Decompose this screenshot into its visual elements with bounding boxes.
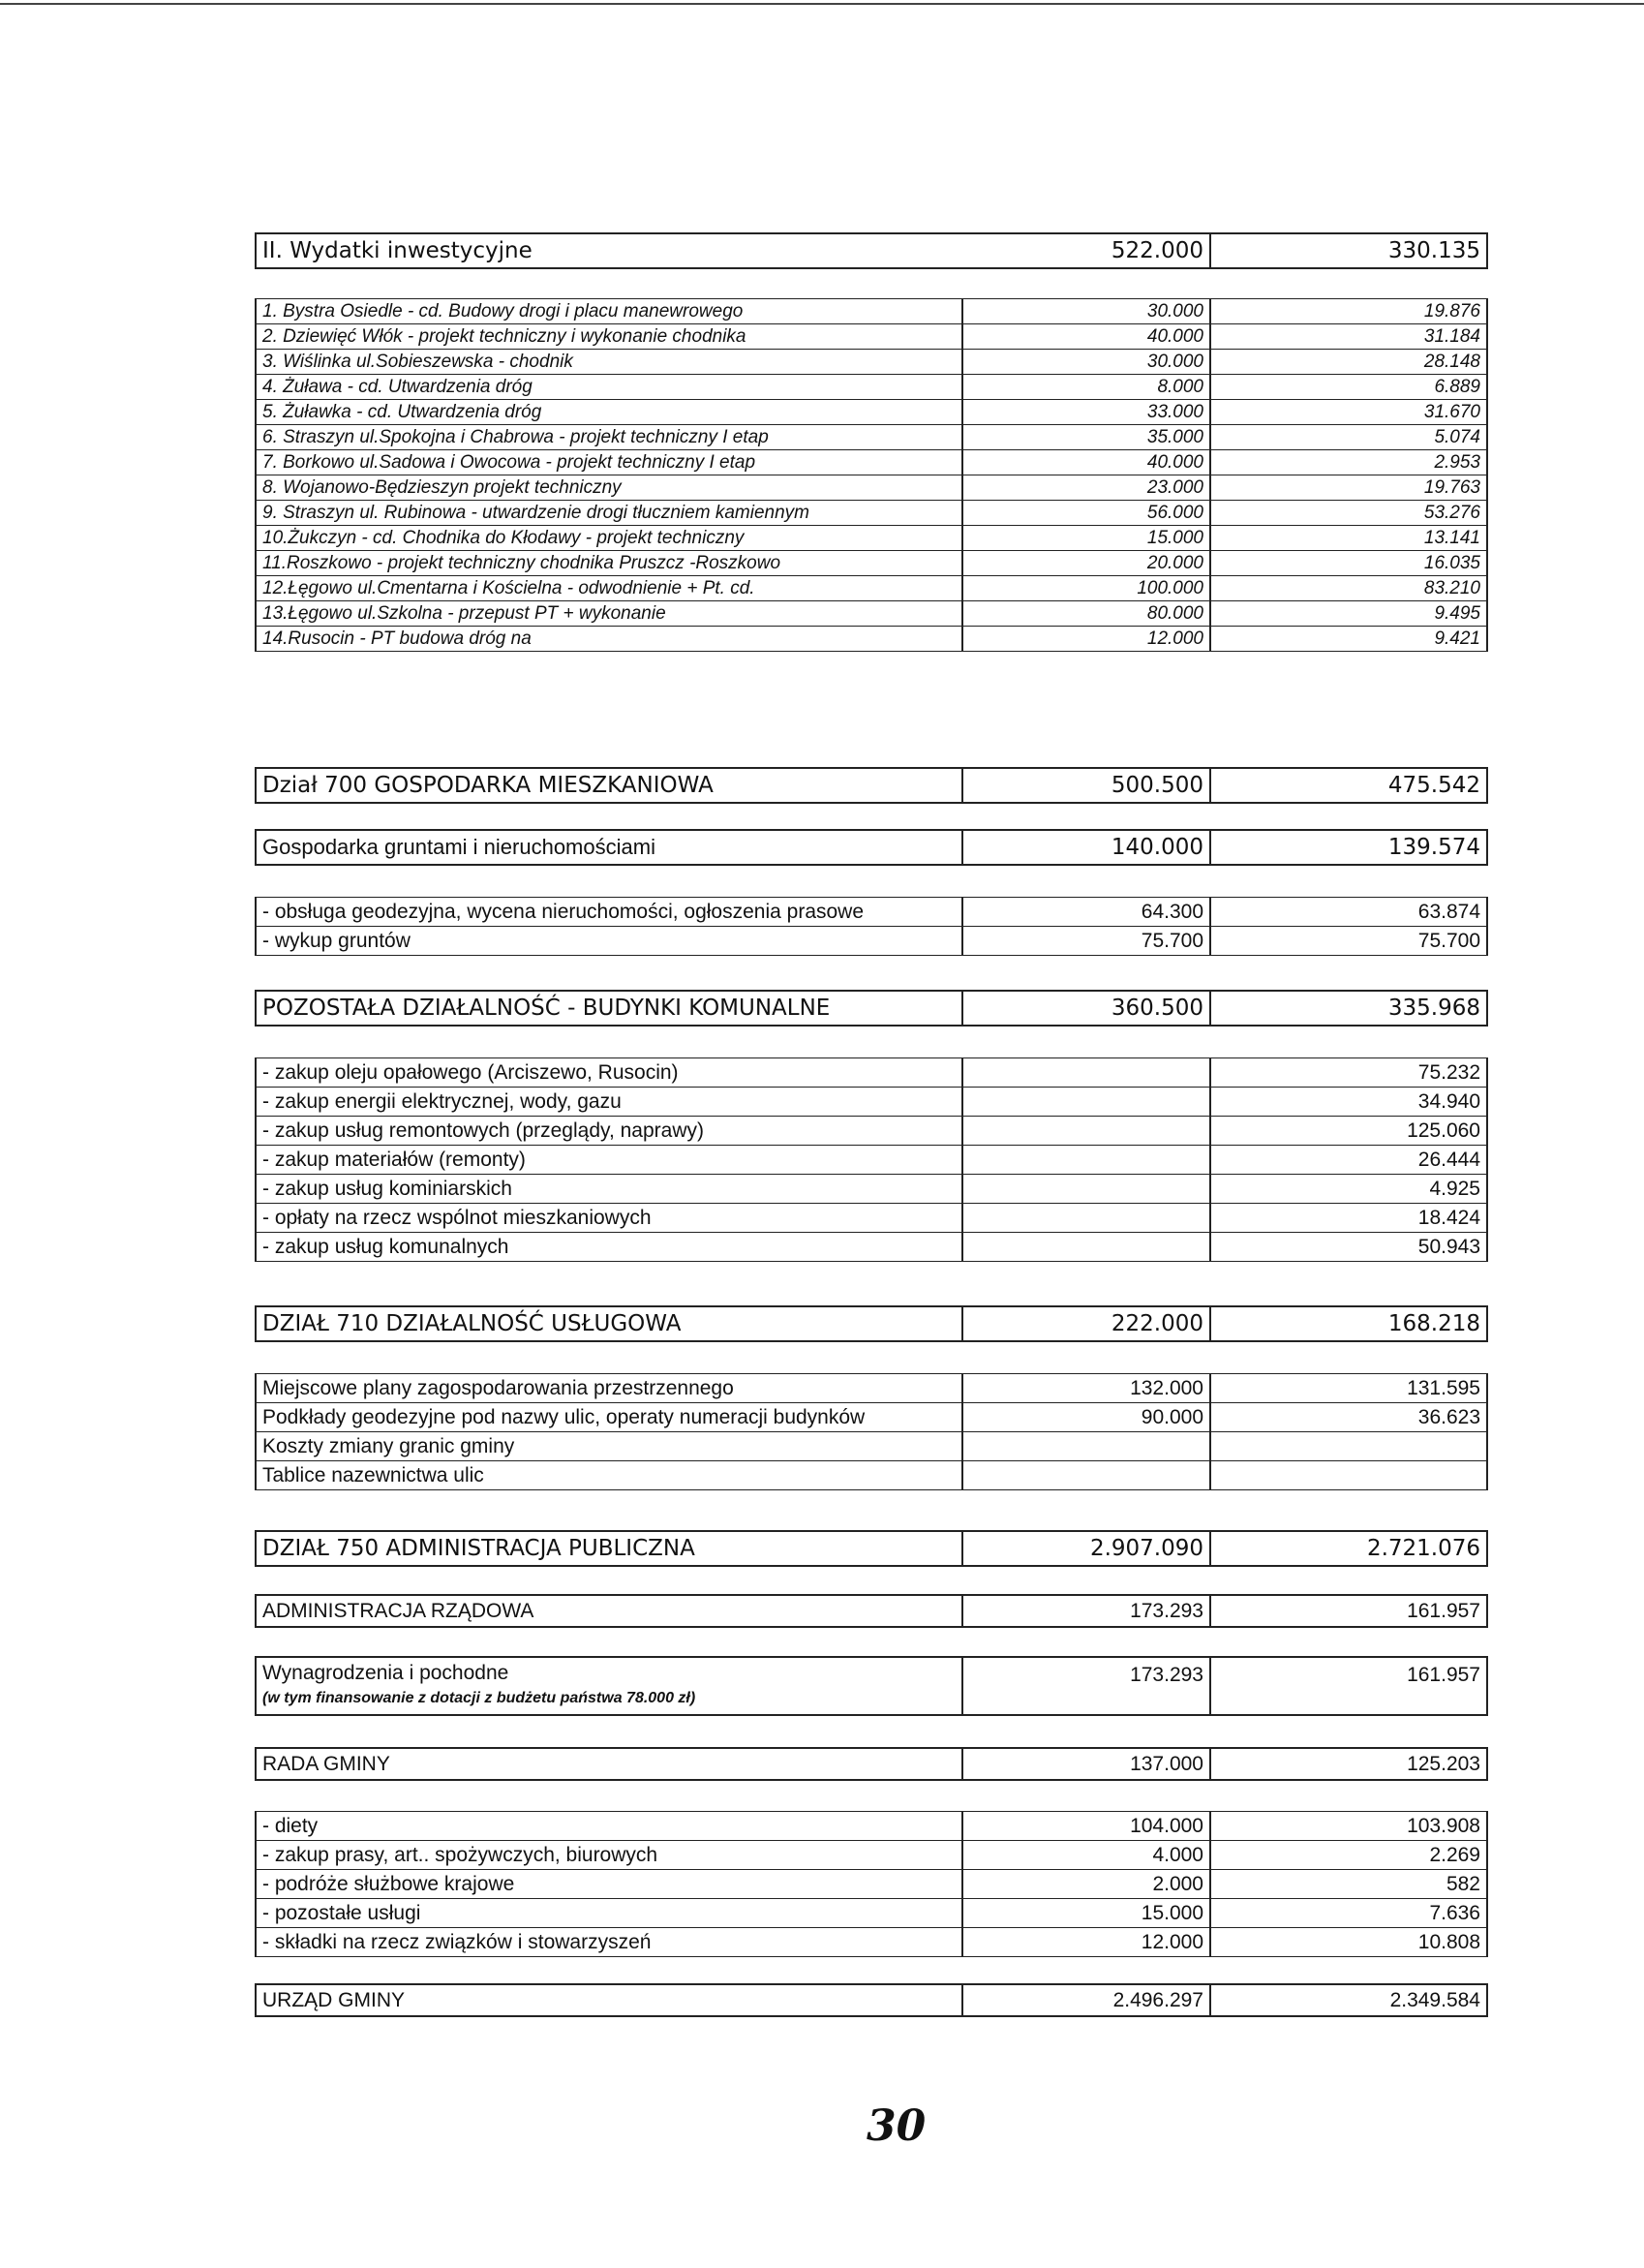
row-plan: 15.000 xyxy=(962,1899,1210,1928)
row-label: 11.Roszkowo - projekt techniczny chodnika Pruszcz -Roszkowo xyxy=(256,551,962,576)
admin-rzad-plan: 173.293 xyxy=(962,1595,1210,1627)
row-exec: 4.925 xyxy=(1210,1175,1487,1204)
urzad-row xyxy=(256,1984,1487,2016)
row-label: 14.Rusocin - PT budowa dróg na xyxy=(256,627,962,652)
row-exec: 13.141 xyxy=(1210,526,1487,551)
pozostala-item-row xyxy=(256,1146,1487,1175)
row-exec: 2.953 xyxy=(1210,450,1487,475)
investment-row xyxy=(256,526,1487,551)
row-label: - zakup usług kominiarskich xyxy=(256,1175,962,1204)
admin-rzad-exec: 161.957 xyxy=(1210,1595,1487,1627)
row-plan xyxy=(962,1461,1210,1490)
row-exec: 28.148 xyxy=(1210,350,1487,375)
dzial710-row xyxy=(256,1306,1487,1341)
gospodarka-table xyxy=(255,829,1488,866)
dzial750-plan: 2.907.090 xyxy=(962,1531,1210,1566)
rada-item-row xyxy=(256,1928,1487,1957)
row-plan: 80.000 xyxy=(962,601,1210,627)
page-number: 30 xyxy=(867,2101,927,2151)
row-exec: 9.421 xyxy=(1210,627,1487,652)
row-exec: 75.232 xyxy=(1210,1058,1487,1088)
pozostala-row xyxy=(256,991,1487,1026)
row-label: 6. Straszyn ul.Spokojna i Chabrowa - projekt techniczny I etap xyxy=(256,425,962,450)
rada-table xyxy=(255,1747,1488,1781)
urzad-exec: 2.349.584 xyxy=(1210,1984,1487,2016)
gospodarka-item-row xyxy=(256,898,1487,927)
row-exec: 83.210 xyxy=(1210,576,1487,601)
rada-row xyxy=(256,1748,1487,1780)
admin-rzad-title: ADMINISTRACJA RZĄDOWA xyxy=(256,1595,962,1627)
gospodarka-item-row xyxy=(256,927,1487,956)
investment-row xyxy=(256,576,1487,601)
row-label: - opłaty na rzecz wspólnot mieszkaniowych xyxy=(256,1204,962,1233)
rada-exec: 125.203 xyxy=(1210,1748,1487,1780)
row-label: 5. Żuławka - cd. Utwardzenia dróg xyxy=(256,400,962,425)
row-plan xyxy=(962,1088,1210,1117)
row-label: - zakup usług remontowych (przeglądy, naprawy) xyxy=(256,1117,962,1146)
row-plan xyxy=(962,1058,1210,1088)
dzial710-items-table xyxy=(255,1373,1488,1490)
row-exec: 18.424 xyxy=(1210,1204,1487,1233)
row-plan: 2.000 xyxy=(962,1870,1210,1899)
row-exec: 103.908 xyxy=(1210,1812,1487,1841)
pozostala-item-row xyxy=(256,1117,1487,1146)
row-label: - zakup materiałów (remonty) xyxy=(256,1146,962,1175)
wynagrodzenia-cell xyxy=(256,1657,962,1715)
rada-item-row xyxy=(256,1870,1487,1899)
investment-row xyxy=(256,299,1487,324)
investment-plan: 522.000 xyxy=(962,233,1210,268)
gospodarka-items-table xyxy=(255,897,1488,956)
dzial750-table xyxy=(255,1530,1488,1567)
row-label: - obsługa geodezyjna, wycena nieruchomości, ogłoszenia prasowe xyxy=(256,898,962,927)
row-plan xyxy=(962,1233,1210,1262)
row-plan: 15.000 xyxy=(962,526,1210,551)
rada-title: RADA GMINY xyxy=(256,1748,962,1780)
row-exec: 6.889 xyxy=(1210,375,1487,400)
row-plan: 56.000 xyxy=(962,501,1210,526)
pozostala-item-row xyxy=(256,1204,1487,1233)
investment-row xyxy=(256,475,1487,501)
investment-row xyxy=(256,551,1487,576)
investment-row xyxy=(256,501,1487,526)
row-exec: 131.595 xyxy=(1210,1374,1487,1403)
urzad-title: URZĄD GMINY xyxy=(256,1984,962,2016)
row-label: - zakup oleju opałowego (Arciszewo, Rusocin) xyxy=(256,1058,962,1088)
row-exec: 63.874 xyxy=(1210,898,1487,927)
row-label: - pozostałe usługi xyxy=(256,1899,962,1928)
row-label: 2. Dziewięć Włók - projekt techniczny i wykonanie chodnika xyxy=(256,324,962,350)
investment-items-table xyxy=(255,298,1488,652)
row-plan: 23.000 xyxy=(962,475,1210,501)
pozostala-table xyxy=(255,990,1488,1027)
row-label: - zakup prasy, art.. spożywczych, biurowych xyxy=(256,1841,962,1870)
row-plan: 20.000 xyxy=(962,551,1210,576)
row-exec: 31.670 xyxy=(1210,400,1487,425)
rada-item-row xyxy=(256,1899,1487,1928)
investment-exec: 330.135 xyxy=(1210,233,1487,268)
row-plan: 64.300 xyxy=(962,898,1210,927)
rada-item-row xyxy=(256,1812,1487,1841)
gospodarka-title: Gospodarka gruntami i nieruchomościami xyxy=(256,830,962,865)
rada-plan: 137.000 xyxy=(962,1748,1210,1780)
row-exec xyxy=(1210,1461,1487,1490)
row-label: 8. Wojanowo-Będzieszyn projekt techniczny xyxy=(256,475,962,501)
dzial700-row xyxy=(256,768,1487,803)
row-plan xyxy=(962,1175,1210,1204)
row-exec: 582 xyxy=(1210,1870,1487,1899)
dzial710-item-row xyxy=(256,1403,1487,1432)
row-exec: 75.700 xyxy=(1210,927,1487,956)
rada-item-row xyxy=(256,1841,1487,1870)
dzial710-item-row xyxy=(256,1461,1487,1490)
dzial750-row xyxy=(256,1531,1487,1566)
row-plan xyxy=(962,1432,1210,1461)
row-exec: 50.943 xyxy=(1210,1233,1487,1262)
investment-row xyxy=(256,601,1487,627)
row-exec xyxy=(1210,1432,1487,1461)
pozostala-item-row xyxy=(256,1233,1487,1262)
row-label: - wykup gruntów xyxy=(256,927,962,956)
row-plan xyxy=(962,1146,1210,1175)
admin-rzad-table xyxy=(255,1594,1488,1628)
row-plan: 132.000 xyxy=(962,1374,1210,1403)
row-plan: 35.000 xyxy=(962,425,1210,450)
row-exec: 5.074 xyxy=(1210,425,1487,450)
investment-header-row xyxy=(256,233,1487,268)
gospodarka-row xyxy=(256,830,1487,865)
investment-title: II. Wydatki inwestycyjne xyxy=(256,233,962,268)
row-label: - składki na rzecz związków i stowarzyszeń xyxy=(256,1928,962,1957)
row-plan: 33.000 xyxy=(962,400,1210,425)
dzial700-table xyxy=(255,767,1488,804)
row-plan: 30.000 xyxy=(962,350,1210,375)
pozostala-item-row xyxy=(256,1175,1487,1204)
row-plan: 90.000 xyxy=(962,1403,1210,1432)
row-exec: 2.269 xyxy=(1210,1841,1487,1870)
row-label: - podróże służbowe krajowe xyxy=(256,1870,962,1899)
pozostala-title: POZOSTAŁA DZIAŁALNOŚĆ - BUDYNKI KOMUNALNE xyxy=(256,991,962,1026)
row-plan: 40.000 xyxy=(962,450,1210,475)
pozostala-items-table xyxy=(255,1057,1488,1262)
pozostala-exec: 335.968 xyxy=(1210,991,1487,1026)
row-label: Miejscowe plany zagospodarowania przestrzennego xyxy=(256,1374,962,1403)
pozostala-item-row xyxy=(256,1088,1487,1117)
row-plan: 12.000 xyxy=(962,627,1210,652)
row-label: 3. Wiślinka ul.Sobieszewska - chodnik xyxy=(256,350,962,375)
row-label: 10.Żukczyn - cd. Chodnika do Kłodawy - projekt techniczny xyxy=(256,526,962,551)
row-plan: 30.000 xyxy=(962,299,1210,324)
row-exec: 125.060 xyxy=(1210,1117,1487,1146)
row-label: 12.Łęgowo ul.Cmentarna i Kościelna - odwodnienie + Pt. cd. xyxy=(256,576,962,601)
wynagrodzenia-title: Wynagrodzenia i pochodne xyxy=(262,1662,509,1684)
row-plan: 4.000 xyxy=(962,1841,1210,1870)
row-exec: 10.808 xyxy=(1210,1928,1487,1957)
row-plan xyxy=(962,1117,1210,1146)
wynagrodzenia-plan: 173.293 xyxy=(962,1657,1210,1715)
row-label: Podkłady geodezyjne pod nazwy ulic, operaty numeracji budynków xyxy=(256,1403,962,1432)
dzial750-title: DZIAŁ 750 ADMINISTRACJA PUBLICZNA xyxy=(256,1531,962,1566)
wynagrodzenia-table xyxy=(255,1656,1488,1716)
dzial710-exec: 168.218 xyxy=(1210,1306,1487,1341)
wynagrodzenia-note: (w tym finansowanie z dotacji z budżetu państwa 78.000 zł) xyxy=(262,1690,696,1706)
row-label: 13.Łęgowo ul.Szkolna - przepust PT + wykonanie xyxy=(256,601,962,627)
row-exec: 16.035 xyxy=(1210,551,1487,576)
dzial700-title: Dział 700 GOSPODARKA MIESZKANIOWA xyxy=(256,768,962,803)
rada-items-table xyxy=(255,1811,1488,1957)
urzad-table xyxy=(255,1983,1488,2017)
urzad-plan: 2.496.297 xyxy=(962,1984,1210,2016)
row-label: 9. Straszyn ul. Rubinowa - utwardzenie drogi tłuczniem kamiennym xyxy=(256,501,962,526)
dzial710-plan: 222.000 xyxy=(962,1306,1210,1341)
investment-row xyxy=(256,450,1487,475)
dzial750-exec: 2.721.076 xyxy=(1210,1531,1487,1566)
row-label: - diety xyxy=(256,1812,962,1841)
gospodarka-plan: 140.000 xyxy=(962,830,1210,865)
row-exec: 19.876 xyxy=(1210,299,1487,324)
row-plan: 100.000 xyxy=(962,576,1210,601)
row-plan xyxy=(962,1204,1210,1233)
investment-row xyxy=(256,375,1487,400)
top-border-line xyxy=(0,3,1644,5)
dzial700-exec: 475.542 xyxy=(1210,768,1487,803)
row-label: Koszty zmiany granic gminy xyxy=(256,1432,962,1461)
investment-row xyxy=(256,400,1487,425)
row-plan: 75.700 xyxy=(962,927,1210,956)
dzial710-title: DZIAŁ 710 DZIAŁALNOŚĆ USŁUGOWA xyxy=(256,1306,962,1341)
investment-row xyxy=(256,627,1487,652)
row-exec: 53.276 xyxy=(1210,501,1487,526)
gospodarka-exec: 139.574 xyxy=(1210,830,1487,865)
dzial710-item-row xyxy=(256,1374,1487,1403)
row-plan: 40.000 xyxy=(962,324,1210,350)
wynagrodzenia-exec: 161.957 xyxy=(1210,1657,1487,1715)
dzial710-table xyxy=(255,1305,1488,1342)
row-exec: 9.495 xyxy=(1210,601,1487,627)
dzial710-item-row xyxy=(256,1432,1487,1461)
row-label: Tablice nazewnictwa ulic xyxy=(256,1461,962,1490)
row-exec: 36.623 xyxy=(1210,1403,1487,1432)
row-exec: 7.636 xyxy=(1210,1899,1487,1928)
dzial700-plan: 500.500 xyxy=(962,768,1210,803)
admin-rzad-row xyxy=(256,1595,1487,1627)
row-plan: 12.000 xyxy=(962,1928,1210,1957)
row-exec: 34.940 xyxy=(1210,1088,1487,1117)
wynagrodzenia-row xyxy=(256,1657,1487,1715)
investment-row xyxy=(256,425,1487,450)
row-label: 1. Bystra Osiedle - cd. Budowy drogi i placu manewrowego xyxy=(256,299,962,324)
row-exec: 19.763 xyxy=(1210,475,1487,501)
pozostala-plan: 360.500 xyxy=(962,991,1210,1026)
investment-header-table xyxy=(255,232,1488,269)
row-label: 7. Borkowo ul.Sadowa i Owocowa - projekt techniczny I etap xyxy=(256,450,962,475)
investment-row xyxy=(256,324,1487,350)
row-plan: 104.000 xyxy=(962,1812,1210,1841)
investment-row xyxy=(256,350,1487,375)
row-label: - zakup usług komunalnych xyxy=(256,1233,962,1262)
row-label: 4. Żuława - cd. Utwardzenia dróg xyxy=(256,375,962,400)
row-exec: 26.444 xyxy=(1210,1146,1487,1175)
pozostala-item-row xyxy=(256,1058,1487,1088)
row-exec: 31.184 xyxy=(1210,324,1487,350)
row-label: - zakup energii elektrycznej, wody, gazu xyxy=(256,1088,962,1117)
row-plan: 8.000 xyxy=(962,375,1210,400)
